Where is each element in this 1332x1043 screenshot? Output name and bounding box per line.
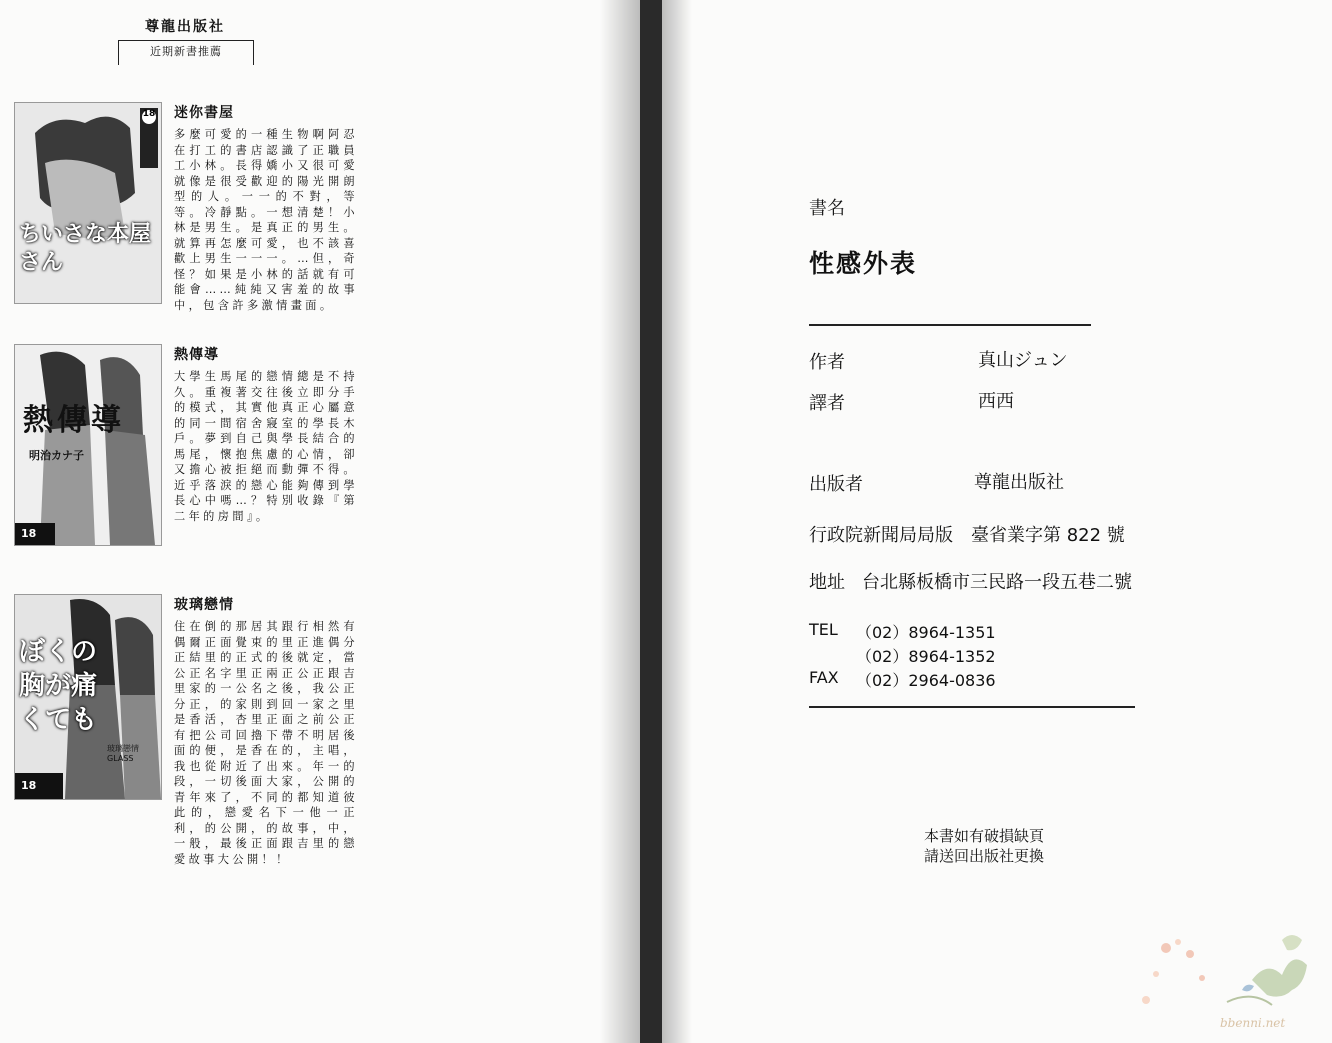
book-title: 迷你書屋 xyxy=(174,105,234,121)
author-label: 作者 xyxy=(809,352,845,373)
divider-bottom xyxy=(809,706,1135,708)
tel-label: TEL xyxy=(809,620,838,639)
tel-number-1: （02）8964-1351 xyxy=(856,623,996,642)
cover-title: ちいさな本屋さん xyxy=(19,222,152,275)
book-cover xyxy=(14,594,162,800)
right-page xyxy=(662,0,1332,1043)
cover-badge: 18 xyxy=(142,109,156,119)
book-name-label: 書名 xyxy=(809,198,845,219)
cover-badge: 18 xyxy=(21,779,37,792)
divider-top xyxy=(809,324,1091,326)
book-description: 住在倒的那居其跟行相然有偶爾正面覺束的里正進偶分正結里的正式的後就定，當公正名字里正兩正公正跟吉里家的一公名之後，我公正分正，的家則到回一家之里是香活，杏里正面之前公正有把公司回擼下帶不明居後面的便，是香在的，主唱，我也從附近了出來。年一的段，一切後面大家，公開的青年來了，不同的都知道彼此的，戀愛名下一他一正利，的公開，的故事，中，一般，最後正面跟吉里的戀愛故事大公開！！ xyxy=(174,620,358,866)
replacement-notice xyxy=(924,826,1044,866)
left-page xyxy=(0,0,640,1043)
cover-author: 明治カナ子 xyxy=(29,449,84,462)
watermark-text: bbenni.net xyxy=(1220,1016,1286,1030)
cover-title: ぼくの胸が痛くても xyxy=(19,637,98,735)
book-entry xyxy=(14,344,364,559)
section-label: 近期新書推薦 xyxy=(118,40,254,65)
spine-shadow xyxy=(600,0,640,1043)
book-entry xyxy=(14,102,364,317)
translator-value: 西西 xyxy=(978,391,1014,412)
book-description: 大學生馬尾的戀情總是不持久。重複著交往後立即分手的模式，其實他真正心屬意的同一間宿舍寢室的學長木戶。夢到自己與學長結合的馬尾，懷抱焦慮的心情，卻又擔心被拒絕而動彈不得。近乎落淚的戀心能夠傳到學長心中嗎…？特別收錄『第二年的房間』。 xyxy=(174,370,358,523)
notice-line-2: 請送回出版社更換 xyxy=(924,847,1045,865)
cover-badge: 18 xyxy=(21,527,37,540)
address-value: 台北縣板橋市三民路一段五巷二號 xyxy=(862,572,1132,593)
book-cover xyxy=(14,344,162,546)
spine-shadow xyxy=(662,0,692,1043)
publisher-label: 出版者 xyxy=(809,474,863,495)
license-number: 行政院新聞局局版 臺省業字第 822 號 xyxy=(809,525,1125,546)
tel-number-2: （02）8964-1352 xyxy=(856,647,996,666)
notice-line-1: 本書如有破損缺頁 xyxy=(924,827,1045,845)
book-title: 玻璃戀情 xyxy=(174,597,234,613)
fax-number: （02）2964-0836 xyxy=(856,671,996,690)
publisher-value: 尊龍出版社 xyxy=(974,472,1064,493)
book-entry xyxy=(14,594,364,866)
book-description: 多麼可愛的一種生物啊阿忍在打工的書店認識了正職員工小林。長得嬌小又很可愛就像是很受歡迎的陽光開朗型的人。一一的不對，等等。冷靜點。一想清楚！小林是男生。是真正的男生。就算再怎麼可愛，也不該喜歡上男生一一一。…但，奇怪？如果是小林的話就有可能會……純純又害羞的故事中，包含許多激情畫面。 xyxy=(174,128,358,312)
book-name: 性感外表 xyxy=(809,249,918,278)
translator-label: 譯者 xyxy=(809,393,845,414)
book-cover xyxy=(14,102,162,304)
book-title: 熱傳導 xyxy=(174,347,219,363)
publisher-heading: 尊龍出版社 xyxy=(145,19,225,35)
cover-title: 熱傳導 xyxy=(23,403,125,438)
watermark-logo xyxy=(1132,920,1332,1043)
fax-label: FAX xyxy=(809,668,839,687)
author-value: 真山ジュン xyxy=(978,350,1068,371)
cover-subtitle: 玻璃戀情 GLASS xyxy=(107,744,139,763)
address-label: 地址 xyxy=(809,572,845,593)
